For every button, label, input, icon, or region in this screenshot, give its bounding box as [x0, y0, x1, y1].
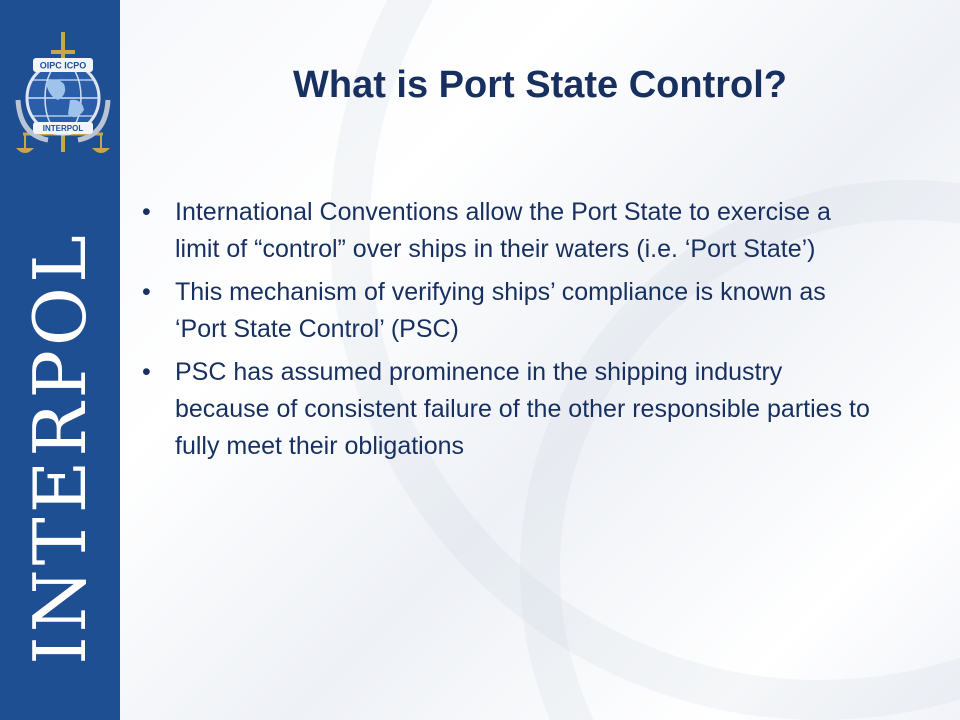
list-item: [142, 194, 882, 268]
bullet-symbol: •: [142, 358, 151, 386]
bullet-text: PSC has assumed prominence in the shipping industry because of consistent failure of the other responsible parties to fully meet their obligations: [175, 358, 870, 460]
list-item: [142, 274, 882, 348]
bullet-symbol: •: [142, 278, 151, 306]
bullet-text: This mechanism of verifying ships’ compliance is known as ‘Port State Control’ (PSC): [175, 278, 826, 343]
interpol-emblem-icon: [8, 30, 118, 160]
logo-top-text: OIPC ICPO: [39, 60, 87, 71]
slide-title: What is Port State Control?: [293, 64, 787, 106]
list-item: [142, 354, 882, 465]
bullet-list: [142, 194, 882, 471]
bullet-text: International Conventions allow the Port State to exercise a limit of “control” over ships in their waters (i.e. ‘Port State’): [175, 198, 831, 263]
sidebar: [0, 0, 120, 720]
bullet-symbol: •: [142, 198, 151, 226]
sidebar-brand-text: INTERPOL: [18, 231, 102, 665]
logo-ribbon-text: INTERPOL: [42, 124, 84, 133]
